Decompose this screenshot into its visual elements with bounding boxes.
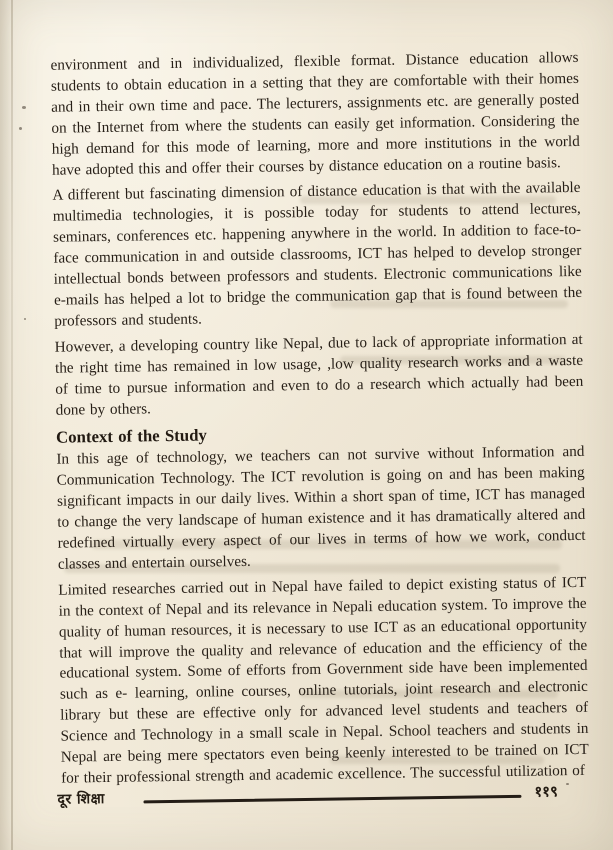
footer-divider-line xyxy=(143,795,521,803)
paragraph-2: A different but fascinating dimension of distance education is that with the available multimedia technologies, it is possible today for students to attend lectures, seminars, conferences etc. happening anywhere in the world. In addition to face-to-face communication in and outside classrooms, ICT has helped to develop stronger intellectual bonds between professors and students. Electronic communications like e-mails has helped a lot to bridge the communication gap that is found between the professors and students. xyxy=(52,179,583,330)
section-heading: Context of the Study xyxy=(55,425,207,448)
paragraph-5: Limited researches carried out in Nepal have failed to depict existing status of ICT in the context of Nepal and its relevance in Nepali education system. To improve the quality of human resources, it is necessary to use ICT as an educational opportunity that will improve the quality and relevance of education and the efficiency of the educational system. Some of efforts from Government side have been implemented such as e- learning, online courses, online tutorials, joint research and electronic library but these are effective only for advanced level students and teachers of Science and Technology in a small scale in Nepal. School teachers and students in Nepal are being mere spectators even being keenly interested to be trained on ICT for their professional strength and academic excellence. The successful utilization of xyxy=(58,573,589,787)
paragraph-3: However, a developing country like Nepal, due to lack of appropriate information at the right time has remained in low usage, ,low quality research works and a waste of time to pursue information and even to do a research which actually had been done by others. xyxy=(54,330,584,419)
paragraph-1: environment and in individualized, flexible format. Distance education allows students to obtain education in a setting that they are comfortable with their homes and in their own time and pace. The lecturers, assignments etc. are generally posted on the Internet from where the students can easily get information. Considering the high demand for this mode of learning, more and more institutions in the world have adopted this and offer their courses by distance education on a routine basis. xyxy=(50,48,580,179)
footer-journal-title: दूर शिक्षा xyxy=(57,791,105,808)
body-text xyxy=(50,48,589,795)
paragraph-4: In this age of technology, we teachers can not survive without Information and Communication Technology. The ICT revolution is going on and has been making significant impacts in our daily lives. Within a short span of time, ICT has managed to change the very landscape of human existence and it has dramatically altered and redefined virtually every aspect of our lives in terms of how we work, conduct classes and entertain ourselves. xyxy=(56,443,586,573)
footer-page-number: ११९ xyxy=(534,782,558,801)
